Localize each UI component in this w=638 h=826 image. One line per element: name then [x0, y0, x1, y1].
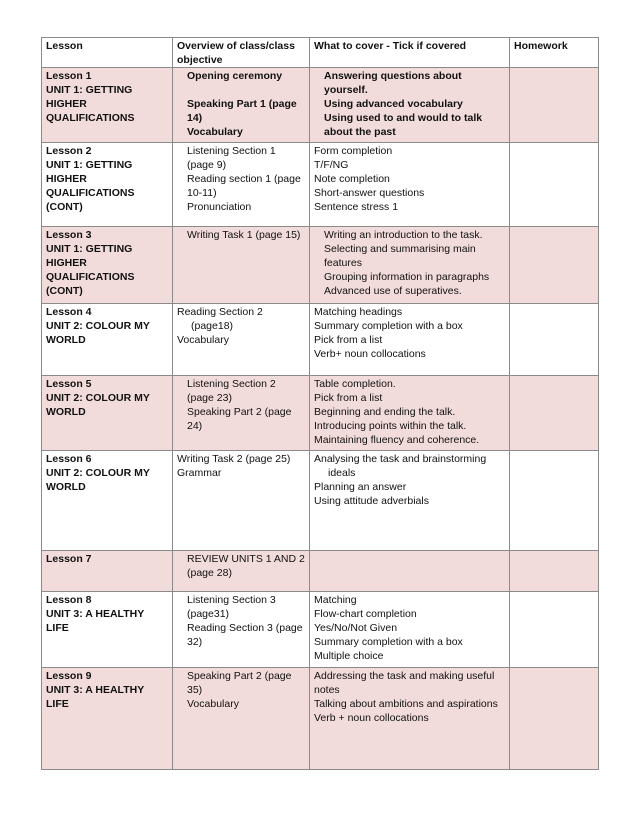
cover-line: Yes/No/Not Given	[314, 622, 398, 634]
unit-title: UNIT 1: GETTING	[46, 159, 133, 171]
lesson-row	[42, 592, 599, 668]
cover-cell	[310, 668, 510, 770]
cover-line: about the past	[324, 126, 396, 138]
lesson-number: Lesson 7	[46, 553, 92, 565]
lesson-plan-table	[41, 37, 599, 770]
homework-cell[interactable]	[510, 592, 599, 668]
cover-line: Summary completion with a box	[314, 320, 463, 332]
unit-title: HIGHER	[46, 257, 87, 269]
unit-title: UNIT 2: COLOUR MY	[46, 320, 150, 332]
cover-cell	[310, 304, 510, 376]
unit-title: UNIT 2: COLOUR MY	[46, 467, 150, 479]
lesson-number: Lesson 3	[46, 229, 92, 241]
homework-cell[interactable]	[510, 376, 599, 451]
overview-cell	[173, 143, 310, 227]
cover-line: Using attitude adverbials	[314, 495, 429, 507]
cover-cell	[310, 143, 510, 227]
overview-line: (page 28)	[187, 567, 232, 579]
overview-line: Listening Section 2	[187, 378, 276, 390]
cover-cell	[310, 592, 510, 668]
lesson-row	[42, 227, 599, 304]
overview-line: 14)	[187, 112, 203, 124]
lesson-cell	[42, 376, 173, 451]
overview-cell	[173, 451, 310, 551]
homework-cell[interactable]	[510, 68, 599, 143]
homework-cell[interactable]	[510, 668, 599, 770]
cover-line: Pick from a list	[314, 392, 383, 404]
overview-cell	[173, 68, 310, 143]
cover-line: Planning an answer	[314, 481, 407, 493]
cover-line: Sentence stress 1	[314, 201, 399, 213]
lesson-row	[42, 451, 599, 551]
cover-line: T/F/NG	[314, 159, 349, 171]
overview-line: (page 9)	[187, 159, 227, 171]
overview-line: Opening ceremony	[187, 70, 283, 82]
lesson-number: Lesson 1	[46, 70, 92, 82]
unit-title: WORLD	[46, 334, 86, 346]
cover-line: Short-answer questions	[314, 187, 425, 199]
homework-cell[interactable]	[510, 304, 599, 376]
unit-title: UNIT 1: GETTING	[46, 243, 133, 255]
overview-line: Speaking Part 2 (page	[187, 406, 292, 418]
overview-line: 10-11)	[187, 187, 217, 199]
overview-cell	[173, 668, 310, 770]
lesson-cell	[42, 592, 173, 668]
cover-cell	[310, 227, 510, 304]
overview-line: Reading section 1 (page	[187, 173, 301, 185]
cover-line: Writing an introduction to the task.	[324, 229, 483, 241]
cover-line: Talking about ambitions and aspirations	[314, 698, 498, 710]
unit-title: HIGHER	[46, 98, 87, 110]
lesson-cell	[42, 143, 173, 227]
cover-line: Selecting and summarising main	[324, 243, 476, 255]
cover-cell	[310, 451, 510, 551]
overview-cell	[173, 592, 310, 668]
lesson-row	[42, 68, 599, 143]
overview-line: Reading Section 3 (page	[187, 622, 303, 634]
unit-title: UNIT 1: GETTING	[46, 84, 133, 96]
overview-line: Writing Task 2 (page 25)	[177, 453, 291, 465]
unit-title: HIGHER	[46, 173, 87, 185]
unit-title: QUALIFICATIONS	[46, 112, 135, 124]
cover-line: Pick from a list	[314, 334, 383, 346]
cover-line: Advanced use of superatives.	[324, 285, 462, 297]
cover-line: Using used to and would to talk	[324, 112, 483, 124]
header-overview: Overview of class/class objective	[173, 38, 310, 68]
cover-cell	[310, 551, 510, 592]
lesson-cell	[42, 668, 173, 770]
cover-line: Multiple choice	[314, 650, 384, 662]
cover-line: ideals	[328, 467, 356, 479]
overview-cell	[173, 551, 310, 592]
header-row	[42, 38, 599, 68]
overview-line: Vocabulary	[187, 698, 239, 710]
unit-title: UNIT 3: A HEALTHY LIFE	[46, 684, 145, 710]
cover-line: Answering questions about yourself.	[324, 70, 462, 96]
overview-line: (page 23)	[187, 392, 232, 404]
cover-line: Matching	[314, 594, 357, 606]
overview-line: Vocabulary	[177, 334, 229, 346]
lesson-number: Lesson 8	[46, 594, 92, 606]
overview-line: Grammar	[177, 467, 222, 479]
cover-line: Form completion	[314, 145, 393, 157]
lesson-cell	[42, 451, 173, 551]
unit-title: UNIT 3: A HEALTHY LIFE	[46, 608, 145, 634]
unit-title: WORLD	[46, 481, 86, 493]
header-homework: Homework	[510, 38, 599, 68]
cover-line: Using advanced vocabulary	[324, 98, 463, 110]
overview-line: Speaking Part 1 (page	[187, 98, 297, 110]
lesson-cell	[42, 227, 173, 304]
lesson-row	[42, 143, 599, 227]
lesson-number: Lesson 4	[46, 306, 92, 318]
cover-line: Flow-chart completion	[314, 608, 417, 620]
overview-cell	[173, 304, 310, 376]
overview-line: Listening Section 1	[187, 145, 276, 157]
cover-line: Beginning and ending the talk.	[314, 406, 456, 418]
lesson-row	[42, 668, 599, 770]
cover-line: Introducing points within the talk.	[314, 420, 467, 432]
overview-line: 24)	[187, 420, 203, 432]
overview-line: REVIEW UNITS 1 AND 2	[187, 553, 305, 565]
overview-line: Speaking Part 2 (page	[187, 670, 292, 682]
homework-cell[interactable]	[510, 143, 599, 227]
overview-cell	[173, 227, 310, 304]
overview-line: Listening Section 3	[187, 594, 276, 606]
cover-line: Verb + noun collocations	[314, 712, 429, 724]
overview-spacer	[187, 83, 305, 97]
cover-line: Analysing the task and brainstorming	[314, 453, 487, 465]
homework-cell[interactable]	[510, 227, 599, 304]
cover-line: Summary completion with a box	[314, 636, 463, 648]
unit-title: QUALIFICATIONS (CONT)	[46, 187, 135, 213]
header-cover: What to cover - Tick if covered	[310, 38, 510, 68]
cover-cell	[310, 376, 510, 451]
homework-cell[interactable]	[510, 551, 599, 592]
unit-title: QUALIFICATIONS (CONT)	[46, 271, 135, 297]
cover-cell	[310, 68, 510, 143]
cover-line: Verb+ noun collocations	[314, 348, 426, 360]
lesson-cell	[42, 551, 173, 592]
homework-cell[interactable]	[510, 451, 599, 551]
overview-line: (page18)	[191, 320, 234, 332]
cover-line: Grouping information in paragraphs	[324, 271, 490, 283]
lesson-number: Lesson 9	[46, 670, 92, 682]
overview-line: Pronunciation	[187, 201, 252, 213]
overview-line: Writing Task 1 (page 15)	[187, 229, 301, 241]
lesson-row	[42, 376, 599, 451]
overview-line: Vocabulary	[187, 126, 243, 138]
lesson-number: Lesson 6	[46, 453, 92, 465]
overview-line: 32)	[187, 636, 203, 648]
lesson-row	[42, 304, 599, 376]
overview-line: 35)	[187, 684, 203, 696]
cover-line: Addressing the task and making useful	[314, 670, 495, 682]
cover-line: Note completion	[314, 173, 390, 185]
unit-title: UNIT 2: COLOUR MY	[46, 392, 150, 404]
cover-line: Matching headings	[314, 306, 403, 318]
unit-title: WORLD	[46, 406, 86, 418]
lesson-cell	[42, 304, 173, 376]
lesson-cell	[42, 68, 173, 143]
lesson-number: Lesson 5	[46, 378, 92, 390]
header-lesson: Lesson	[42, 38, 173, 68]
cover-line: Maintaining fluency and coherence.	[314, 434, 480, 446]
overview-cell	[173, 376, 310, 451]
overview-line: Reading Section 2	[177, 306, 263, 318]
cover-line: notes	[314, 684, 340, 696]
lesson-number: Lesson 2	[46, 145, 92, 157]
cover-line: Table completion.	[314, 378, 396, 390]
lesson-row	[42, 551, 599, 592]
cover-line: features	[324, 257, 362, 269]
overview-line: (page31)	[187, 608, 230, 620]
